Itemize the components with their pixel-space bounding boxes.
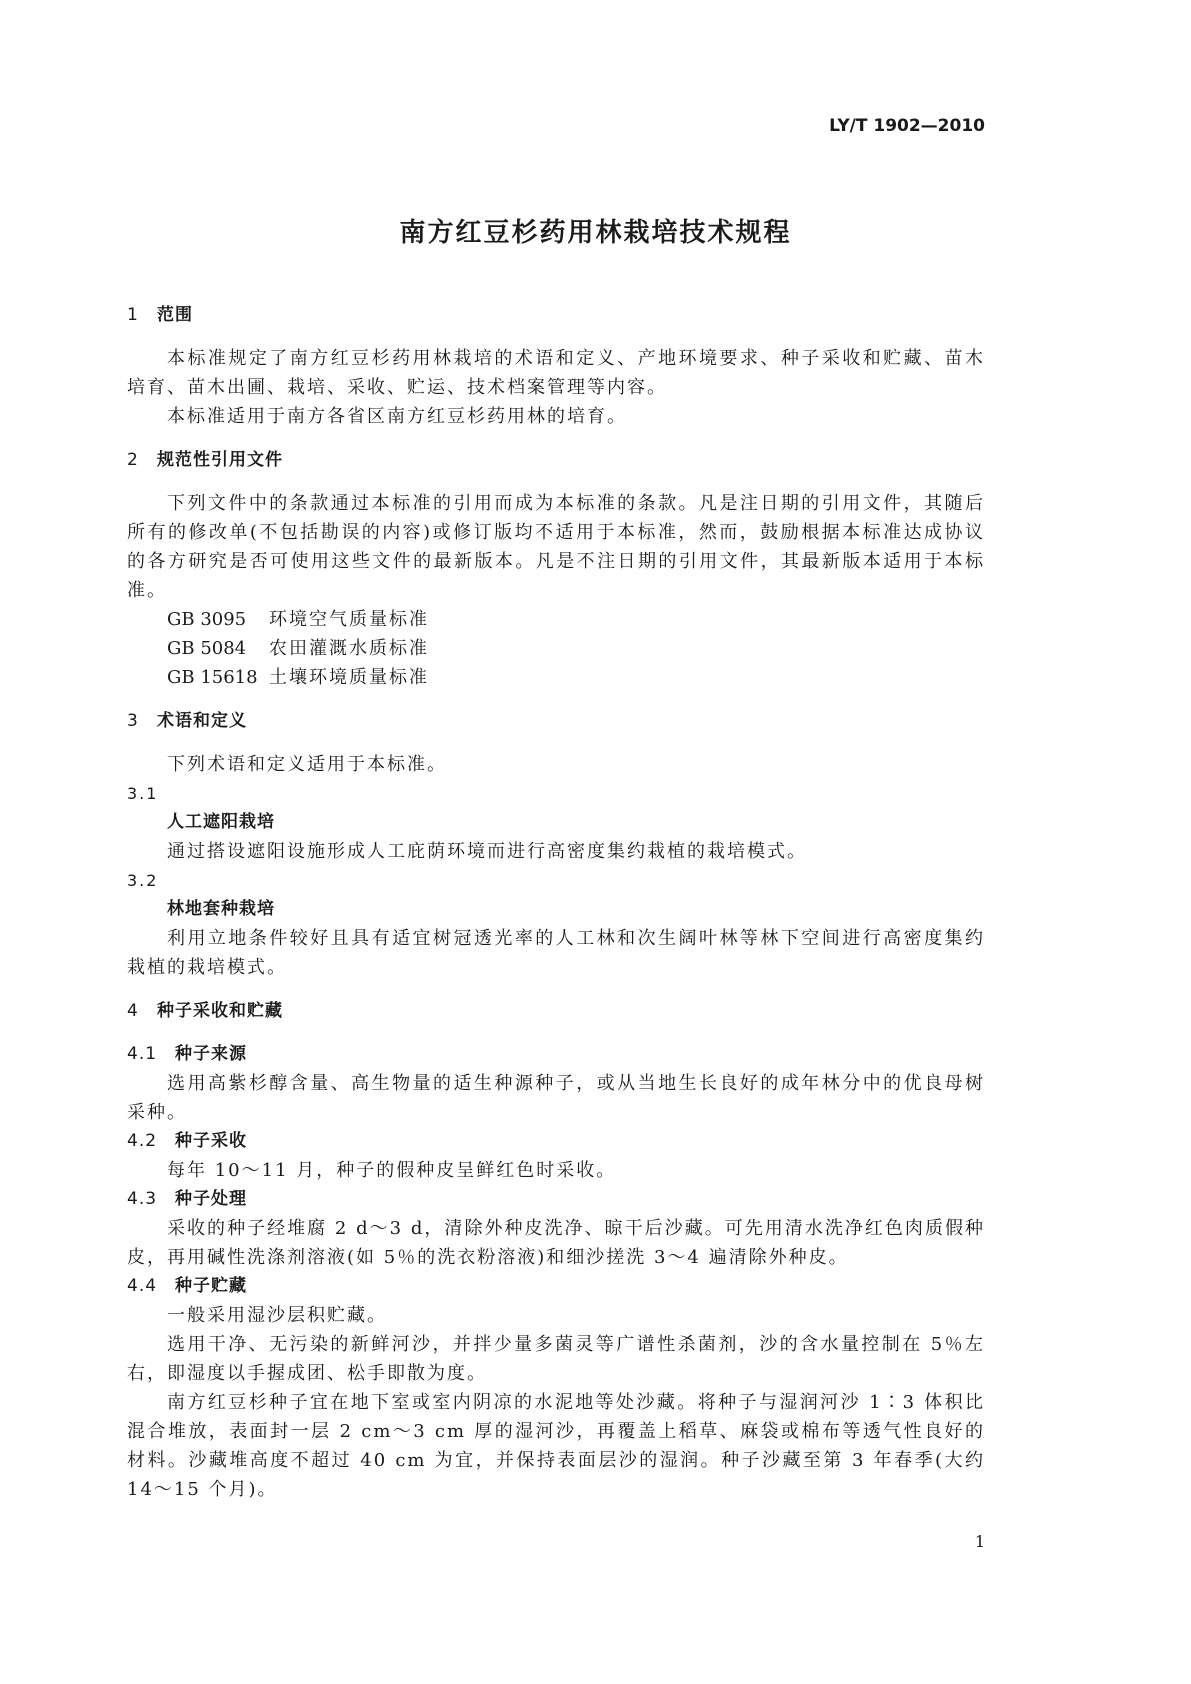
term-name: 人工遮阳栽培 [167, 812, 275, 832]
section-number: 2 [127, 450, 139, 470]
term-definition: 利用立地条件较好且具有适宜树冠透光率的人工林和次生阔叶林等林下空间进行高密度集约栽植的栽培模式。 [127, 928, 985, 978]
standard-code: LY/T 1902—2010 [829, 116, 985, 136]
section-2-heading [127, 446, 985, 475]
paragraph: 选用高紫杉醇含量、高生物量的适生种源种子，或从当地生长良好的成年林分中的优良母树采种。 [127, 1073, 985, 1123]
ref-code: GB 5084 [167, 638, 247, 659]
section-3-heading [127, 707, 985, 736]
subsection-number: 4.4 [127, 1276, 158, 1296]
subsection-heading [127, 1185, 985, 1214]
paragraph: 本标准适用于南方各省区南方红豆杉药用林的培育。 [167, 406, 627, 427]
subsection-number: 4.3 [127, 1189, 158, 1209]
term-number: 3.1 [127, 784, 159, 803]
section-title: 术语和定义 [157, 711, 247, 731]
document-body [127, 0, 985, 1611]
paragraph: 采收的种子经堆腐 2 d～3 d，清除外种皮洗净、晾干后沙藏。可先用清水洗净红色肉质假种皮，再用碱性洗涤剂溶液(如 5％的洗衣粉溶液)和细沙搓洗 3～4 遍清除外种皮。 [127, 1218, 985, 1268]
paragraph: 南方红豆杉种子宜在地下室或室内阴凉的水泥地等处沙藏。将种子与湿润河沙 1∶3 体积比混合堆放，表面封一层 2 cm～3 cm 厚的湿河沙，再覆盖上稻草、麻袋或棉布等透气性良好的材料。沙藏堆高度不超过 40 cm 为宜，并保持表面层沙的湿润。种子沙藏至第 3 年春季(大约 14～15 个月)。 [127, 1392, 985, 1500]
ref-name: 农田灌溉水质标准 [269, 638, 429, 659]
section-number: 4 [127, 1001, 139, 1021]
subsection-title: 种子来源 [175, 1044, 247, 1064]
paragraph: 本标准规定了南方红豆杉药用林栽培的术语和定义、产地环境要求、种子采收和贮藏、苗木培育、苗木出圃、栽培、采收、贮运、技术档案管理等内容。 [127, 348, 985, 398]
term-number: 3.2 [127, 871, 159, 890]
page-number: 1 [974, 1532, 985, 1551]
paragraph: 下列文件中的条款通过本标准的引用而成为本标准的条款。凡是注日期的引用文件，其随后所有的修改单(不包括勘误的内容)或修订版均不适用于本标准，然而，鼓励根据本标准达成协议的各方研究是否可使用这些文件的最新版本。凡是不注日期的引用文件，其最新版本适用于本标准。 [127, 493, 985, 601]
term-definition: 通过搭设遮阳设施形成人工庇荫环境而进行高密度集约栽植的栽培模式。 [167, 841, 807, 862]
ref-code: GB 3095 [167, 609, 247, 630]
section-title: 范围 [157, 305, 193, 325]
section-1-heading [127, 301, 985, 330]
subsection-title: 种子贮藏 [175, 1276, 247, 1296]
ref-name: 土壤环境质量标准 [269, 667, 429, 688]
section-number: 1 [127, 305, 139, 325]
reference-item [127, 663, 985, 692]
term-name: 林地套种栽培 [167, 899, 275, 919]
section-4-heading [127, 997, 985, 1026]
reference-item [127, 605, 985, 634]
section-title: 规范性引用文件 [157, 450, 283, 470]
paragraph: 每年 10～11 月，种子的假种皮呈鲜红色时采收。 [167, 1160, 617, 1181]
section-title: 种子采收和贮藏 [157, 1001, 283, 1021]
paragraph: 下列术语和定义适用于本标准。 [167, 754, 447, 775]
ref-name: 环境空气质量标准 [269, 609, 429, 630]
paragraph: 一般采用湿沙层积贮藏。 [167, 1305, 387, 1326]
section-number: 3 [127, 711, 139, 731]
paragraph: 选用干净、无污染的新鲜河沙，并拌少量多菌灵等广谱性杀菌剂，沙的含水量控制在 5％左右，即湿度以手握成团、松手即散为度。 [127, 1334, 985, 1384]
subsection-heading [127, 1127, 985, 1156]
subsection-number: 4.1 [127, 1044, 158, 1064]
subsection-title: 种子处理 [175, 1189, 247, 1209]
subsection-title: 种子采收 [175, 1131, 247, 1151]
subsection-number: 4.2 [127, 1131, 158, 1151]
document-title: 南方红豆杉药用林栽培技术规程 [399, 218, 792, 248]
subsection-heading [127, 1040, 985, 1069]
reference-item [127, 634, 985, 663]
ref-code: GB 15618 [167, 667, 258, 688]
subsection-heading [127, 1272, 985, 1301]
